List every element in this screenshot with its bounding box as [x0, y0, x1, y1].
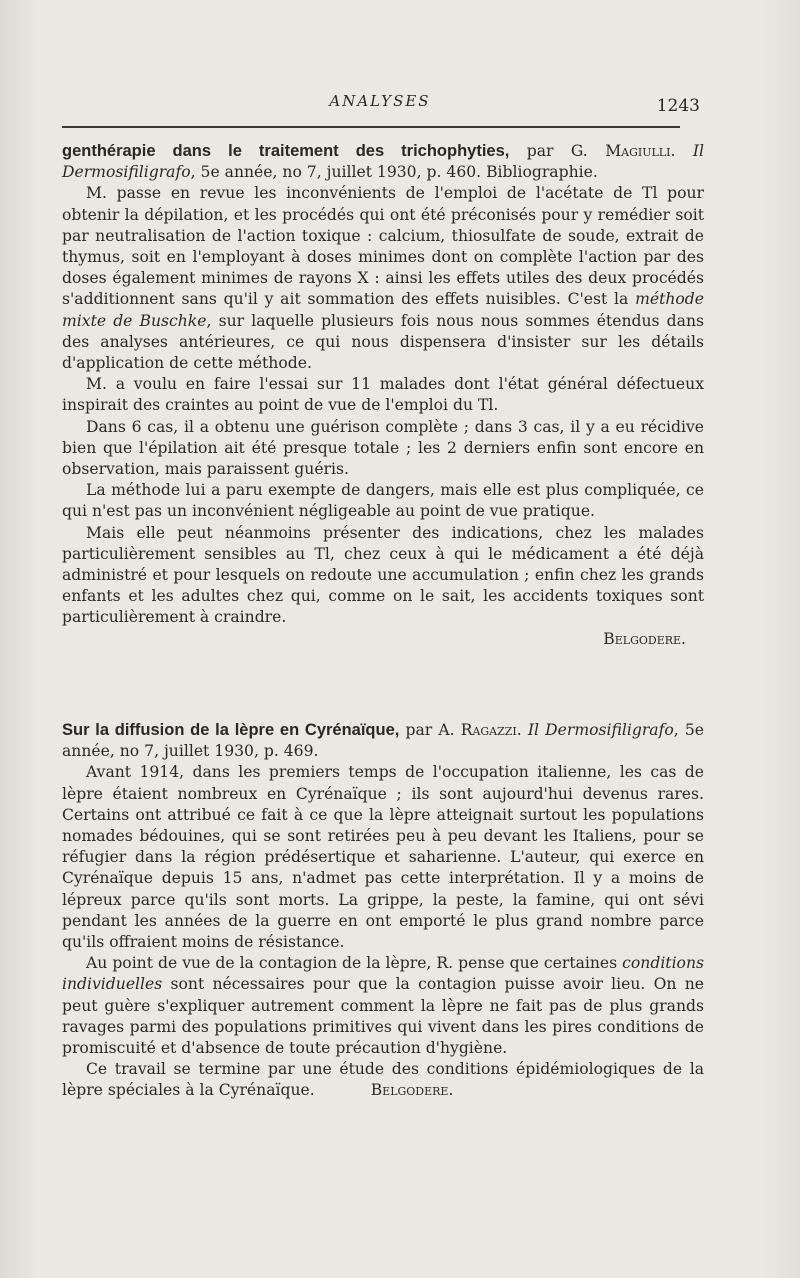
author-sep: .	[516, 721, 528, 739]
journal-name: Il Dermosifiligrafo	[527, 721, 674, 739]
reference: , 5e année, no 7, juillet 1930, p. 460. Bibliographie.	[190, 163, 598, 182]
signature: Belgodere.	[370, 1081, 454, 1100]
paragraph: La méthode lui a paru exempte de dangers, mais elle est plus compliquée, ce qui n'est pas un inconvénient négligeable au point de vue pratique.	[62, 481, 704, 521]
signature: Belgodere.	[603, 629, 686, 648]
paragraph-text: Ce travail se termine par une étude des conditions épidémiologiques de la lèpre spéciales à la Cyrénaïque.	[62, 1060, 704, 1100]
journal-name: Il Dermosifiligrafo	[62, 142, 704, 182]
author-name: Ragazzi	[460, 721, 517, 739]
paragraph: Avant 1914, dans les premiers temps de l'occupation italienne, les cas de lèpre étaient nombreux en Cyrénaïque ; ils sont aujourd'hui devenus rares. Certains ont attribué ce fait à ce que la lèpre atteignait surtout les populations nomades bédouines, qui se sont retirées peu à peu devant les Italiens, pour se réfugier dans la région prédésertique et saharienne. L'auteur, qui exerce en Cyrénaïque depuis 15 ans, n'admet pas cette interprétation. Il y a moins de lépreux parce qu'ils sont morts. La grippe, la peste, la famine, qui ont sévi pendant les années de la guerre en ont emporté le plus grand nombre parce qu'ils offraient moins de résistance.	[62, 763, 704, 952]
paragraph-text: sont nécessaires pour que la contagion puisse avoir lieu. On ne peut guère s'expliquer autrement comment la lèpre ne fait pas de plus grands ravages parmi des populations primitives qui vivent dans les pires conditions de promiscuité et d'absence de toute précaution d'hygiène.	[62, 975, 704, 1058]
article-trichophyties	[62, 141, 704, 650]
article-heading	[62, 141, 704, 183]
author-sep: .	[670, 142, 693, 160]
paragraph-italic: conditions individuelles	[62, 954, 704, 994]
page-number: 1243	[656, 96, 700, 116]
article-title: Sur la diffusion de la lèpre en Cyrénaïque,	[62, 721, 400, 739]
reference: , 5e année, no 7, juillet 1930, p. 469.	[62, 721, 704, 761]
paragraph-text: M. passe en revue les inconvénients de l'emploi de l'acétate de Tl pour obtenir la dépilation, et les procédés qui ont été préconisés pour y remédier soit par neutralisation de l'action toxique : calcium, thiosulfate de soude, extrait de thymus, soit en l'employant à doses minimes dont on complète l'action par des doses également minimes de rayons X : ainsi les effets utiles des deux procédés s'additionnent sans qu'il y ait sommation des effets nuisibles. C'est la	[62, 184, 704, 309]
paragraph-italic: méthode mixte de Buschke	[62, 290, 704, 330]
running-title: ANALYSES	[329, 92, 431, 110]
running-head	[60, 92, 700, 116]
paragraph: Dans 6 cas, il a obtenu une guérison complète ; dans 3 cas, il y a eu récidive bien que l'épilation ait été presque totale ; les 2 derniers enfin sont encore en observation, mais paraissent guéris.	[62, 417, 704, 479]
paragraph	[62, 1059, 704, 1101]
author-name: Magiulli	[605, 142, 671, 160]
by-text: par G.	[509, 142, 606, 160]
header-rule	[62, 126, 680, 128]
article-lepre	[62, 720, 704, 1102]
paragraph	[62, 183, 704, 374]
paragraph-text: , sur laquelle plusieurs fois nous nous sommes étendus dans des analyses antérieures, ce qui nous dispensera d'insister sur les détails d'application de cette méthode.	[62, 311, 704, 373]
paragraph: Mais elle peut néanmoins présenter des indications, chez les malades particulièrement sensibles au Tl, chez ceux à qui le médicament a été déjà administré et pour lesquels on redoute une accumulation ; enfin chez les grands enfants et les adultes chez qui, comme on le sait, les accidents toxiques sont particulièrement à craindre.	[62, 523, 704, 627]
paragraph-text: Au point de vue de la contagion de la lèpre, R. pense que certaines	[86, 954, 623, 973]
article-heading	[62, 720, 704, 762]
article-title: genthérapie dans le traitement des trichophyties,	[62, 142, 510, 160]
paragraph: M. a voulu en faire l'essai sur 11 malades dont l'état général défectueux inspirait des craintes au point de vue de l'emploi du Tl.	[62, 375, 704, 415]
by-text: par A.	[399, 721, 461, 739]
paragraph	[62, 953, 704, 1059]
